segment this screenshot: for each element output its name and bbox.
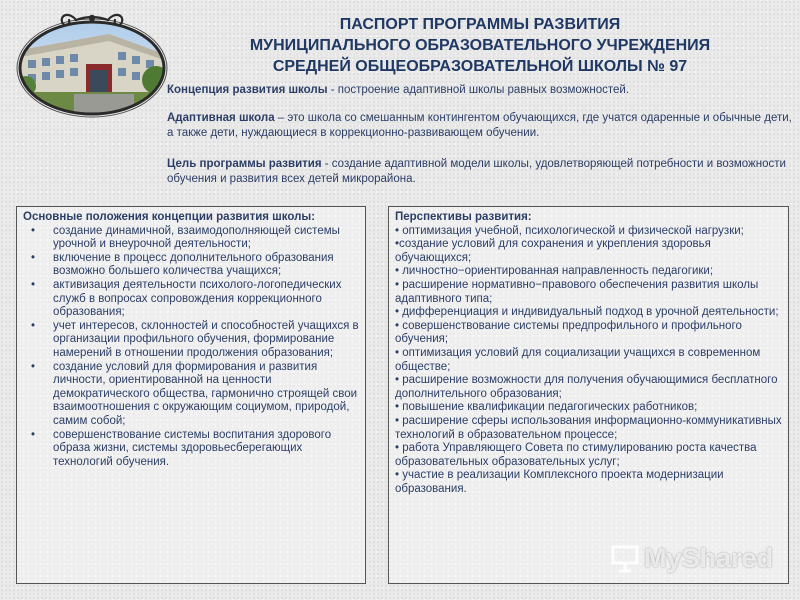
concept-provisions-list xyxy=(23,225,359,470)
goal-paragraph xyxy=(167,157,795,187)
page-title xyxy=(180,14,780,77)
title-line: СРЕДНЕЙ ОБЩЕОБРАЗОВАТЕЛЬНОЙ ШКОЛЫ № 97 xyxy=(272,58,688,75)
concept-provisions-heading: Основные положения концепции развития школы: xyxy=(23,211,316,223)
list-item: • расширение нормативно−правового обеспечения развития школы адаптивного типа; xyxy=(395,278,759,305)
list-item: • расширение сферы использования информационно-коммуникативных технологий в образовательном процессе; xyxy=(395,414,782,441)
list-item: • создание условий для формирования и развития личности, ориентированной на ценности демократического общества, гармонично строящей свои взаимоотношения с окружающим социумом, природой, самим собой; xyxy=(23,361,359,429)
concept-provisions-box xyxy=(16,206,366,584)
goal-text: - создание адаптивной модели школы, удовлетворяющей потребности и возможности обучения и развития всех детей микрорайона. xyxy=(167,158,786,185)
intro-section xyxy=(167,83,795,203)
list-item: • учет интересов, склонностей и способностей учащихся в организации профильного обучения, формирование намерений в отношении продолжения образования; xyxy=(23,320,359,361)
concept-term: Концепция развития школы xyxy=(167,84,328,96)
concept-text: - построение адаптивной школы равных возможностей. xyxy=(327,84,630,96)
list-item: • совершенствование системы предпрофильного и профильного обучения; xyxy=(395,319,742,346)
adaptive-text: – это школа со смешанным контингентом обучающихся, где учатся одаренные и обычные дети, а также дети, нуждающиеся в коррекционно-развивающем обучении. xyxy=(167,112,792,139)
title-line: МУНИЦИПАЛЬНОГО ОБРАЗОВАТЕЛЬНОГО УЧРЕЖДЕНИЯ xyxy=(249,37,711,54)
list-item: • расширение возможности для получения обучающимися бесплатного дополнительного образования; xyxy=(395,374,778,400)
list-item: • повышение квалификации педагогических работников; xyxy=(395,401,698,414)
adaptive-paragraph xyxy=(167,111,795,141)
development-prospects-box xyxy=(388,206,789,584)
list-item: • дифференциация и индивидуальный подход в урочной деятельности; xyxy=(395,306,779,319)
goal-term: Цель программы развития xyxy=(167,158,322,170)
development-prospects-list xyxy=(395,225,782,497)
list-item: • оптимизация учебной, психологической и физической нагрузки; xyxy=(395,224,744,237)
title-line: ПАСПОРТ ПРОГРАММЫ РАЗВИТИЯ xyxy=(339,16,621,33)
concept-paragraph xyxy=(167,83,795,98)
list-item: • участие в реализации Комплексного проекта модернизации образования. xyxy=(395,469,724,495)
list-item: • создание динамичной, взаимодополняющей системы урочной и внеурочной деятельности; xyxy=(23,225,359,252)
list-item: • совершенствование системы воспитания здорового образа жизни, системы здоровьесберегающих технологий обучения. xyxy=(23,429,359,470)
list-item: • работа Управляющего Совета по стимулированию роста качества образовательных образовательных услуг; xyxy=(395,442,757,468)
school-photo xyxy=(14,10,170,120)
list-item: • включение в процесс дополнительного образования возможно большего количества учащихся; xyxy=(23,252,359,279)
list-item: •создание условий для сохранения и укрепления здоровья обучающихся; xyxy=(395,238,711,264)
list-item: • активизация деятельности психолого-логопедических служб в вопросах сопровождения коррекционного образования; xyxy=(23,279,359,320)
adaptive-term: Адаптивная школа xyxy=(167,112,275,124)
watermark-text: MyShared xyxy=(644,542,774,573)
list-item: • личностно−ориентированная направленность педагогики; xyxy=(395,265,714,278)
list-item: • оптимизация условий для социализации учащихся в современном обществе; xyxy=(395,346,761,373)
development-prospects-heading: Перспективы развития: xyxy=(395,211,532,223)
